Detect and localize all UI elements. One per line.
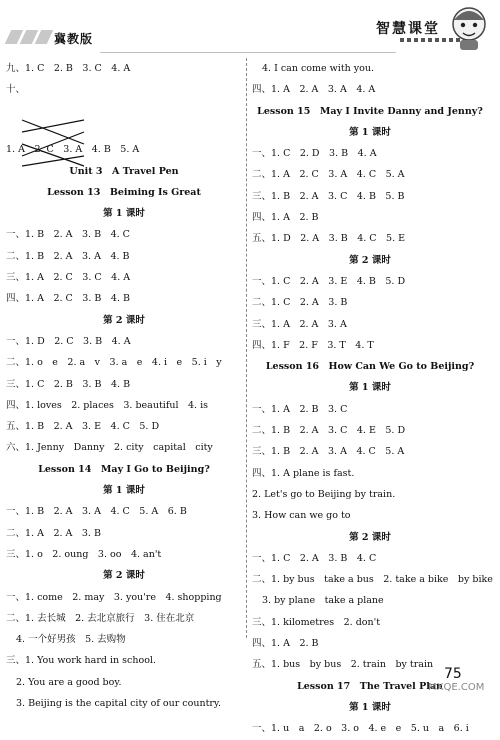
section-heading: 第 1 课时 (103, 208, 145, 220)
section-heading: 第 1 课时 (349, 126, 391, 138)
section-heading: Lesson 16 How Can We Go to Beijing? (265, 361, 475, 373)
answer-line: 一、1. come 2. may 3. you're 4. shopping (6, 591, 222, 603)
answer-line: 三、1. kilometres 2. don't (252, 616, 381, 628)
answer-line: 五、1. D 2. A 3. B 4. C 5. E (252, 233, 406, 245)
answer-line: 一、1. A 2. B 3. C (252, 403, 348, 415)
answer-line: 一、1. C 2. A 3. E 4. B 5. D (252, 275, 406, 287)
answer-line: 四、1. A plane is fast. (252, 467, 355, 479)
answer-line: 三、1. B 2. A 3. C 4. B 5. B (252, 190, 405, 202)
answer-line: 1. A 2. C 3. A 4. B 5. A (6, 144, 140, 156)
section-heading: Lesson 17 The Travel Plan (297, 680, 443, 692)
answer-line: 五、1. bus by bus 2. train by train (252, 659, 434, 671)
header-rule (100, 52, 396, 53)
answer-line: 二、1. o e 2. a v 3. a e 4. i e 5. i y (6, 357, 222, 369)
mascot-icon (446, 2, 492, 52)
answer-line: 一、1. B 2. A 3. B 4. C (6, 229, 130, 241)
answer-line: 一、1. C 2. D 3. B 4. A (252, 148, 377, 160)
section-heading: Lesson 13 Beiming Is Great (47, 186, 201, 198)
answer-line: 二、1. A 2. A 3. B (6, 527, 101, 539)
answer-line: 四、1. F 2. F 3. T 4. T (252, 339, 374, 351)
section-heading: 第 2 课时 (349, 531, 391, 543)
matching-lines (14, 116, 94, 170)
answer-line: 一、1. B 2. A 3. A 4. C 5. A 6. B (6, 506, 187, 518)
answer-line: 4. I can come with you. (262, 63, 375, 74)
edition-label: 冀教版 (54, 32, 94, 46)
answer-line: 一、1. D 2. C 3. B 4. A (6, 335, 131, 347)
brand-title: 智慧课堂 (376, 21, 440, 37)
answer-line: 三、1. A 2. C 3. C 4. A (6, 272, 131, 284)
footer-watermark-logo: MXQE.COM (428, 682, 485, 693)
answer-line: 2. You are a good boy. (16, 676, 122, 688)
answer-line: 4. 一个好男孩 5. 去购物 (16, 634, 126, 646)
answer-line: 3. Beijing is the capital city of our country. (16, 698, 222, 710)
answer-line: 3. by plane take a plane (262, 595, 384, 607)
section-heading: 第 1 课时 (103, 485, 145, 497)
answer-line: 三、1. C 2. B 3. B 4. B (6, 378, 131, 390)
section-heading: Lesson 15 May I Invite Danny and Jenny? (257, 105, 483, 117)
answer-line: 一、1. C 2. A 3. B 4. C (252, 552, 377, 564)
answer-line: 九、1. C 2. B 3. C 4. A (6, 63, 131, 74)
answer-line: 三、1. A 2. A 3. A (252, 318, 347, 330)
answer-line: 二、1. C 2. A 3. B (252, 297, 348, 309)
answer-line: 十、 (6, 84, 26, 96)
answer-line: 四、1. A 2. A 3. A 4. A (252, 84, 376, 96)
section-heading: 第 1 课时 (349, 701, 391, 713)
section-heading: 第 2 课时 (349, 254, 391, 266)
answer-line: 六、1. Jenny Danny 2. city capital city (6, 442, 213, 454)
section-heading: 第 2 课时 (103, 314, 145, 326)
answer-line: 四、1. A 2. B (252, 212, 319, 224)
answer-line: 三、1. B 2. A 3. A 4. C 5. A (252, 446, 405, 458)
answers-right-column (252, 58, 493, 740)
answer-line: 二、1. B 2. A 3. C 4. E 5. D (252, 425, 406, 437)
answer-line: 二、1. B 2. A 3. A 4. B (6, 250, 130, 262)
answer-line: 三、1. o 2. oung 3. oo 4. an't (6, 548, 162, 560)
answer-line: 2. Let's go to Beijing by train. (252, 488, 396, 500)
page-header (0, 0, 500, 56)
answer-line: 四、1. A 2. C 3. B 4. B (6, 293, 130, 305)
section-heading: Lesson 14 May I Go to Beijing? (38, 463, 210, 475)
answer-line: 二、1. by bus take a bus 2. take a bike by bike (252, 574, 493, 586)
page-number: 75 (444, 666, 462, 682)
column-divider (246, 58, 247, 638)
section-heading: Unit 3 A Travel Pen (69, 165, 179, 177)
answer-line: 四、1. loves 2. places 3. beautiful 4. is (6, 399, 208, 411)
answer-line: 二、1. A 2. C 3. A 4. C 5. A (252, 169, 405, 181)
answer-line: 一、1. u a 2. o 3. o 4. e e 5. u a 6. i (252, 723, 469, 735)
answer-line: 三、1. You work hard in school. (6, 655, 156, 667)
answer-line: 四、1. A 2. B (252, 638, 319, 650)
header-stripes-decoration (8, 30, 50, 44)
answer-line: 五、1. B 2. A 3. E 4. C 5. D (6, 421, 160, 433)
answer-line: 3. How can we go to (252, 510, 351, 522)
section-heading: 第 2 课时 (103, 570, 145, 582)
section-heading: 第 1 课时 (349, 382, 391, 394)
answer-line: 二、1. 去长城 2. 去北京旅行 3. 住在北京 (6, 612, 195, 624)
